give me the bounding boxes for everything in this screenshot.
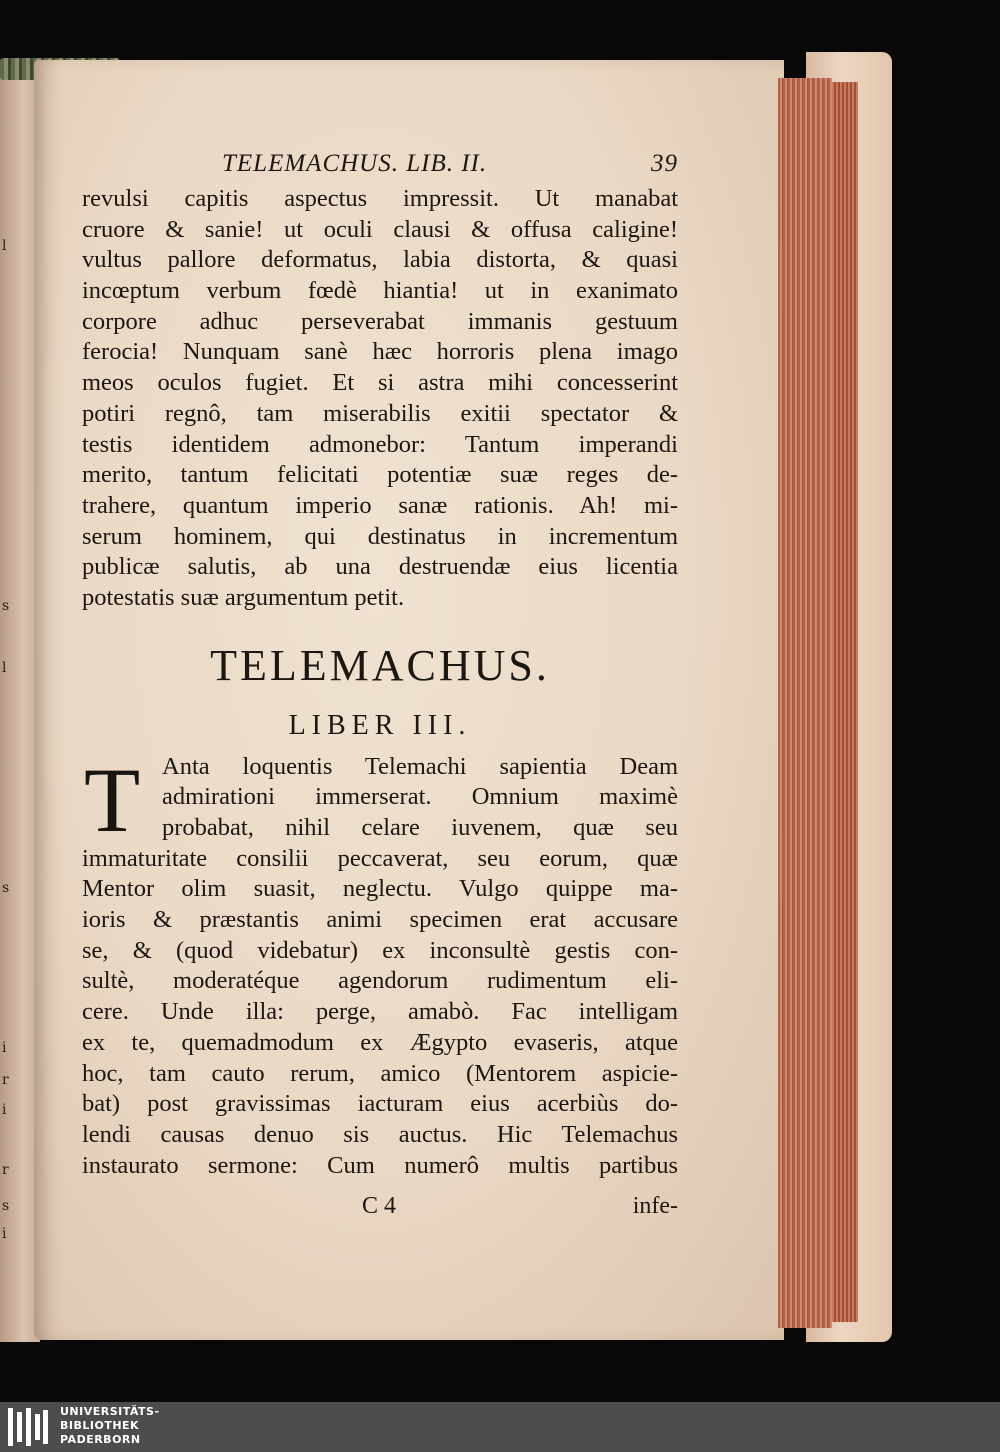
text-line: ioris & præstantis animi specimen erat accusare	[82, 906, 678, 934]
text-line: hoc, tam cauto rerum, amico (Mentorem aspicie-	[82, 1059, 678, 1087]
left-page-fragment: i	[2, 1040, 7, 1056]
text-line: trahere, quantum imperio sanæ rationis. Ah! mi-	[82, 491, 678, 519]
text-line: serum hominem, qui destinatus in incrementum	[82, 522, 678, 550]
text-line: Mentor olim suasit, neglectu. Vulgo quippe ma-	[82, 875, 678, 903]
text-line: ex te, quemadmodum ex Ægypto evaseris, atque	[82, 1028, 678, 1056]
left-page-fragment: i	[2, 1102, 7, 1118]
text-line: instaurato sermone: Cum numerô multis partibus	[82, 1151, 678, 1179]
left-page-fragment: s	[2, 1198, 10, 1214]
text-line: potestatis suæ argumentum petit.	[82, 583, 405, 611]
library-logo-icon	[8, 1408, 48, 1446]
text-line: meos oculos fugiet. Et si astra mihi concesserint	[82, 369, 678, 397]
text-line: revulsi capitis aspectus impressit. Ut manabat	[82, 185, 678, 212]
text-line: ferocia! Nunquam sanè hæc horroris plena imago	[82, 338, 678, 366]
book-number: LIBER III.	[288, 709, 472, 741]
catchword: infe-	[632, 1193, 678, 1220]
text-line: admirationi immerserat. Omnium maximè	[162, 783, 678, 811]
drop-cap: T	[84, 748, 141, 851]
text-line: incœptum verbum fœdè hiantia! ut in exanimato	[82, 277, 678, 305]
library-name-line: UNIVERSITÄTS-	[60, 1405, 160, 1418]
left-page-fragment: l	[2, 238, 7, 254]
text-line: probabat, nihil celare iuvenem, quæ seu	[162, 814, 678, 841]
text-line: cruore & sanie! ut oculi clausi & offusa caligine!	[82, 215, 678, 243]
left-page-fragment: s	[2, 880, 10, 896]
text-line: testis identidem admonebor: Tantum imperandi	[82, 430, 678, 458]
text-line: sultè, moderatéque agendorum rudimentum eli-	[82, 967, 678, 995]
running-head	[82, 150, 678, 184]
page-footer	[82, 1189, 678, 1223]
text-line: vultus pallore deformatus, labia distorta, & quasi	[82, 246, 678, 274]
text-line: potiri regnô, tam miserabilis exitii spectator &	[82, 399, 678, 427]
left-page-fragment: r	[2, 1072, 9, 1088]
library-banner	[0, 1402, 1000, 1452]
left-page-fragment: r	[2, 1162, 9, 1178]
left-page-fragment: l	[2, 660, 7, 676]
page-fore-edge	[778, 78, 832, 1328]
text-line: publicæ salutis, ab una destruendæ eius licentia	[82, 553, 678, 581]
text-line: immaturitate consilii peccaverat, seu eorum, quæ	[82, 844, 678, 872]
book-title: TELEMACHUS.	[210, 640, 550, 690]
page-text	[82, 150, 678, 1223]
text-line: corpore adhuc perseverabat immanis gestuum	[82, 307, 678, 335]
left-page-fragment: s	[2, 598, 10, 614]
paragraph-1	[82, 184, 678, 614]
text-line: lendi causas denuo sis auctus. Hic Telemachus	[82, 1120, 678, 1148]
running-head-title: TELEMACHUS. LIB. II.	[222, 150, 488, 177]
library-name	[60, 1405, 160, 1447]
paragraph-2	[82, 748, 678, 1182]
text-line: bat) post gravissimas iacturam eius acerbiùs do-	[82, 1090, 678, 1118]
left-page-fragment: i	[2, 1226, 7, 1242]
text-line: cere. Unde illa: perge, amabò. Fac intelligam	[82, 998, 678, 1026]
text-line: se, & (quod videbatur) ex inconsultè gestis con-	[82, 936, 678, 964]
signature-mark: C 4	[362, 1193, 397, 1220]
page-number: 39	[651, 150, 678, 177]
library-name-line: BIBLIOTHEK	[60, 1419, 140, 1432]
text-line: Anta loquentis Telemachi sapientia Deam	[162, 752, 678, 780]
library-name-line: PADERBORN	[60, 1433, 141, 1446]
text-line: merito, tantum felicitati potentiæ suæ reges de-	[82, 461, 678, 489]
